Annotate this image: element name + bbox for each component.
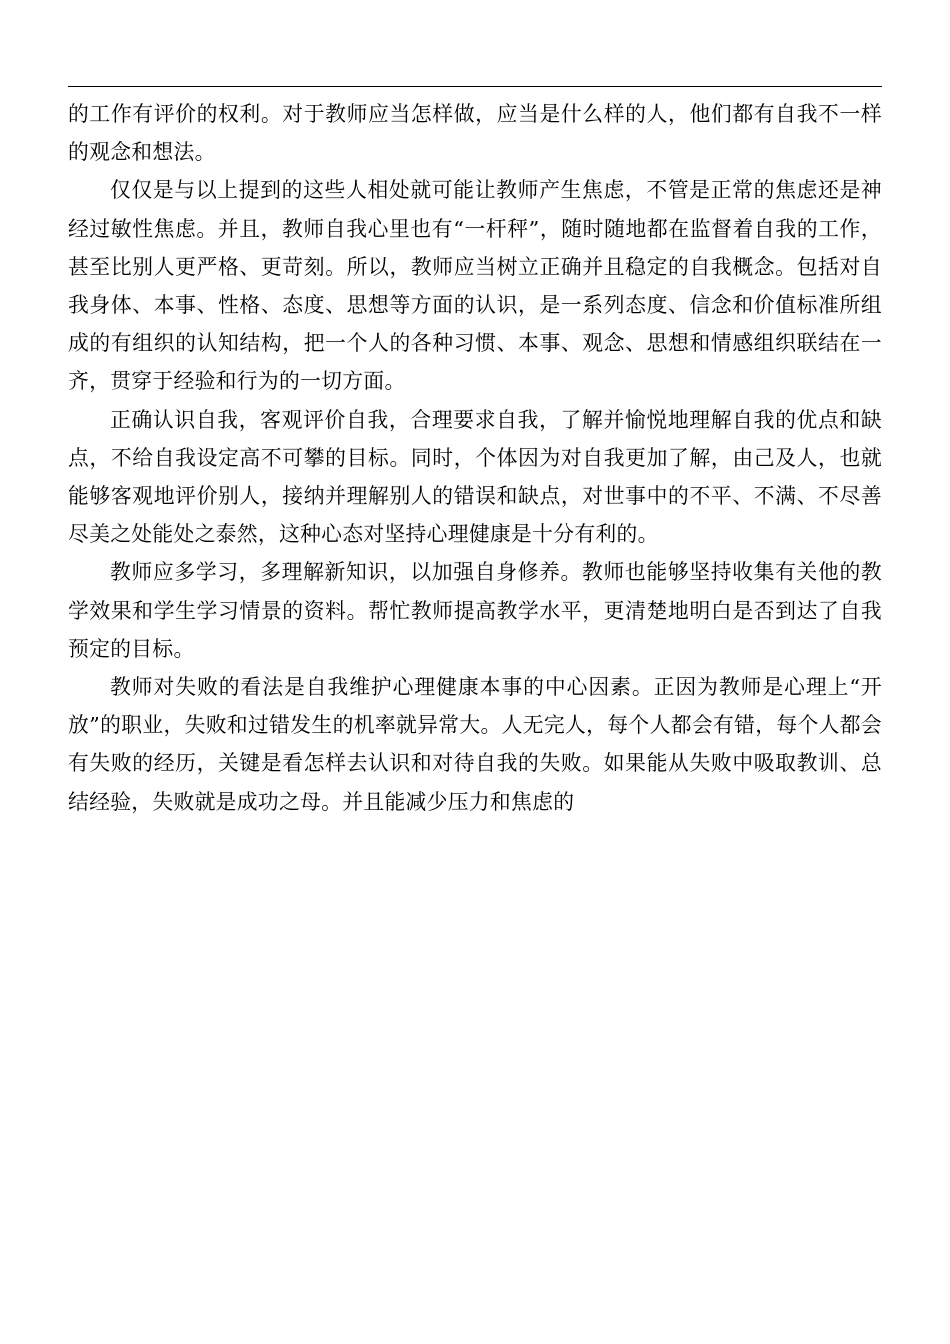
- paragraph-5: 教师对失败的看法是自我维护心理健康本事的中心因素。正因为教师是心理上“开放”的职业，失败和过错发生的机率就异常大。人无完人，每个人都会有错，每个人都会有失败的经历，关键是看怎样去认识和对待自我的失败。如果能从失败中吸取教训、总结经验，失败就是成功之母。并且能减少压力和焦虑的: [68, 675, 882, 814]
- paragraph-1: 的工作有评价的权利。对于教师应当怎样做，应当是什么样的人，他们都有自我不一样的观念和想法。: [68, 102, 882, 165]
- paragraph-4: 教师应多学习，多理解新知识，以加强自身修养。教师也能够坚持收集有关他的教学效果和学生学习情景的资料。帮忙教师提高教学水平，更清楚地明白是否到达了自我预定的目标。: [68, 560, 882, 661]
- paragraph-3: 正确认识自我，客观评价自我，合理要求自我，了解并愉悦地理解自我的优点和缺点，不给自我设定高不可攀的目标。同时，个体因为对自我更加了解，由己及人，也就能够客观地评价别人，接纳并理解别人的错误和缺点，对世事中的不平、不满、不尽善尽美之处能处之泰然，这种心态对坚持心理健康是十分有利的。: [68, 407, 882, 547]
- header-rule: [68, 86, 882, 87]
- paragraph-2: 仅仅是与以上提到的这些人相处就可能让教师产生焦虑，不管是正常的焦虑还是神经过敏性焦虑。并且，教师自我心里也有“一杆秤”，随时随地都在监督着自我的工作，甚至比别人更严格、更苛刻。所以，教师应当树立正确并且稳定的自我概念。包括对自我身体、本事、性格、态度、思想等方面的认识，是一系列态度、信念和价值标准所组成的有组织的认知结构，把一个人的各种习惯、本事、观念、思想和情感组织联结在一齐，贯穿于经验和行为的一切方面。: [68, 178, 882, 394]
- document-body: [68, 95, 882, 821]
